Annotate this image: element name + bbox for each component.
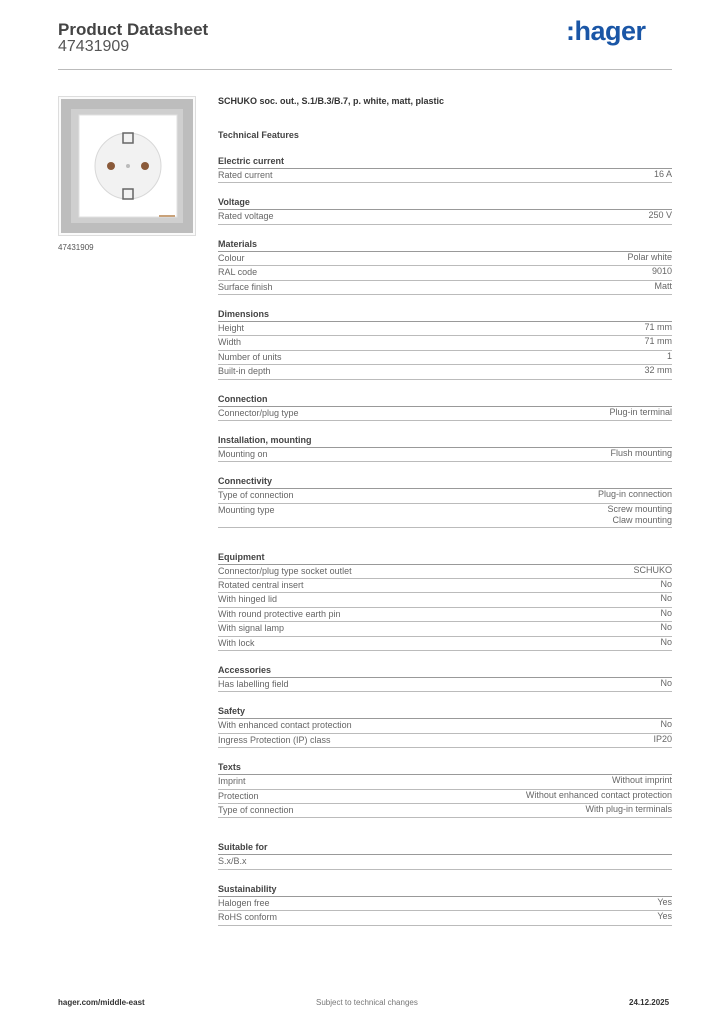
feature-value-line: No xyxy=(660,579,672,590)
section-title: Suitable for xyxy=(218,841,672,855)
feature-label: Mounting type xyxy=(218,504,275,515)
section xyxy=(218,308,672,380)
section xyxy=(218,664,672,692)
feature-value-line: No xyxy=(660,607,672,618)
feature-value xyxy=(660,608,672,620)
section-title: Installation, mounting xyxy=(218,434,672,448)
feature-label: Built-in depth xyxy=(218,366,271,377)
feature-row xyxy=(218,266,672,280)
feature-value xyxy=(660,637,672,649)
section xyxy=(218,551,672,651)
product-description: SCHUKO soc. out., S.1/B.3/B.7, p. white, matt, plastic xyxy=(218,96,445,106)
feature-value-line: Matt xyxy=(654,280,672,291)
feature-value xyxy=(657,911,672,923)
feature-value-line: Without enhanced contact protection xyxy=(525,789,672,800)
feature-value-line: Yes xyxy=(657,911,672,922)
product-code: 47431909 xyxy=(58,38,130,55)
feature-value-line: Plug-in terminal xyxy=(609,406,672,417)
feature-row xyxy=(218,719,672,733)
section xyxy=(218,705,672,748)
section-title: Electric current xyxy=(218,155,672,169)
feature-label: Mounting on xyxy=(218,448,268,459)
feature-label: RoHS conform xyxy=(218,912,278,923)
header-divider xyxy=(58,69,672,70)
feature-label: S.x/B.x xyxy=(218,856,247,867)
section xyxy=(218,155,672,183)
feature-row xyxy=(218,322,672,336)
feature-value-line: 71 mm xyxy=(644,336,672,347)
feature-value-line: No xyxy=(660,678,672,689)
feature-label: With signal lamp xyxy=(218,623,285,634)
feature-value-line: 250 V xyxy=(648,210,672,221)
feature-value-line: 71 mm xyxy=(644,321,672,332)
feature-value-line: Polar white xyxy=(627,251,672,262)
feature-value xyxy=(609,407,672,419)
hager-logo: :hager xyxy=(566,16,646,46)
feature-label: With hinged lid xyxy=(218,594,278,605)
feature-value xyxy=(660,622,672,634)
feature-value-line: With plug-in terminals xyxy=(585,803,672,814)
feature-value xyxy=(612,775,672,787)
feature-value-line: Flush mounting xyxy=(610,447,672,458)
feature-value xyxy=(607,504,672,527)
feature-label: Protection xyxy=(218,790,259,801)
section xyxy=(218,761,672,818)
feature-row xyxy=(218,775,672,789)
section-title: Voltage xyxy=(218,196,672,210)
feature-label: With enhanced contact protection xyxy=(218,720,352,731)
section xyxy=(218,883,672,926)
product-image xyxy=(58,96,196,236)
feature-row xyxy=(218,210,672,224)
feature-label: Height xyxy=(218,322,245,333)
page-title: Product Datasheet xyxy=(58,20,209,39)
section xyxy=(218,238,672,295)
feature-value xyxy=(644,365,672,377)
feature-value-line: No xyxy=(660,593,672,604)
feature-label: With round protective earth pin xyxy=(218,608,341,619)
feature-label: Number of units xyxy=(218,351,282,362)
feature-row xyxy=(218,407,672,421)
feature-value xyxy=(585,804,672,816)
section-title: Accessories xyxy=(218,664,672,678)
feature-label: Has labelling field xyxy=(218,679,289,690)
feature-value xyxy=(660,579,672,591)
feature-row xyxy=(218,790,672,804)
feature-value xyxy=(627,252,672,264)
feature-row xyxy=(218,351,672,365)
feature-value xyxy=(526,790,672,802)
section xyxy=(218,434,672,462)
feature-row xyxy=(218,252,672,266)
feature-row xyxy=(218,678,672,692)
feature-row xyxy=(218,897,672,911)
footer-website: hager.com/middle-east xyxy=(58,998,145,1007)
feature-label: Imprint xyxy=(218,776,246,787)
feature-value-line: Plug-in connection xyxy=(597,489,672,500)
feature-row xyxy=(218,734,672,748)
feature-label: RAL code xyxy=(218,267,258,278)
footer-date: 24.12.2025 xyxy=(629,998,670,1007)
feature-value xyxy=(654,281,672,293)
feature-value xyxy=(653,734,672,746)
section-title: Materials xyxy=(218,238,672,252)
feature-row xyxy=(218,622,672,636)
feature-label: Rotated central insert xyxy=(218,580,304,591)
section-title: Texts xyxy=(218,761,672,775)
section xyxy=(218,841,672,869)
feature-value xyxy=(654,169,672,181)
feature-value xyxy=(648,210,672,222)
feature-label: Halogen free xyxy=(218,897,270,908)
feature-value-line: SCHUKO xyxy=(633,564,672,575)
feature-value xyxy=(644,336,672,348)
section xyxy=(218,393,672,421)
section-title: Connection xyxy=(218,393,672,407)
footer-note: Subject to technical changes xyxy=(316,998,418,1007)
feature-value-line: Screw mounting xyxy=(607,503,672,514)
feature-label: With lock xyxy=(218,637,255,648)
feature-value-line: 16 A xyxy=(653,169,672,179)
feature-sections xyxy=(218,155,672,926)
feature-value xyxy=(667,351,672,363)
feature-label: Rated voltage xyxy=(218,211,274,222)
feature-label: Rated current xyxy=(218,170,273,180)
feature-value-line: Claw mounting xyxy=(612,515,672,526)
feature-row xyxy=(218,448,672,462)
section-title: Connectivity xyxy=(218,475,672,489)
datasheet-content xyxy=(218,94,672,926)
feature-value xyxy=(660,593,672,605)
feature-value xyxy=(598,489,672,501)
section xyxy=(218,475,672,527)
feature-value xyxy=(610,448,672,460)
image-caption: 47431909 xyxy=(58,243,94,252)
feature-value-line: 1 xyxy=(666,350,672,361)
section-title: Sustainability xyxy=(218,883,672,897)
feature-value-line: IP20 xyxy=(653,733,672,744)
socket-outlet-icon xyxy=(59,97,195,235)
feature-row xyxy=(218,169,672,183)
feature-row xyxy=(218,281,672,295)
section-title: Dimensions xyxy=(218,308,672,322)
feature-row xyxy=(218,637,672,651)
feature-row xyxy=(218,365,672,379)
feature-label: Surface finish xyxy=(218,281,273,292)
feature-label: Type of connection xyxy=(218,490,294,501)
feature-row xyxy=(218,489,672,503)
feature-row xyxy=(218,504,672,528)
feature-value-line: 32 mm xyxy=(644,365,672,376)
feature-value-line: No xyxy=(660,636,672,647)
section xyxy=(218,196,672,224)
feature-label: Width xyxy=(218,337,242,348)
feature-value-line: No xyxy=(660,719,672,730)
feature-value xyxy=(652,266,672,278)
feature-row xyxy=(218,336,672,350)
feature-label: Connector/plug type xyxy=(218,407,299,418)
feature-value-line: No xyxy=(660,622,672,633)
feature-value xyxy=(657,897,672,909)
feature-value xyxy=(660,678,672,690)
feature-label: Connector/plug type socket outlet xyxy=(218,565,352,576)
feature-value xyxy=(633,565,672,577)
section-title: Equipment xyxy=(218,551,672,565)
feature-row xyxy=(218,579,672,593)
feature-value-line: 9010 xyxy=(651,266,672,277)
feature-value-line: Without imprint xyxy=(611,775,672,786)
feature-row xyxy=(218,565,672,579)
section-title: Safety xyxy=(218,705,672,719)
feature-row xyxy=(218,804,672,818)
feature-row xyxy=(218,911,672,925)
feature-row xyxy=(218,855,672,869)
feature-label: Colour xyxy=(218,252,245,263)
feature-row xyxy=(218,593,672,607)
technical-features-heading: Technical Features xyxy=(218,130,299,140)
feature-label: Ingress Protection (IP) class xyxy=(218,734,331,745)
feature-value xyxy=(644,322,672,334)
feature-label: Type of connection xyxy=(218,804,294,815)
feature-row xyxy=(218,608,672,622)
feature-value-line: Yes xyxy=(657,896,672,907)
feature-value xyxy=(660,719,672,731)
